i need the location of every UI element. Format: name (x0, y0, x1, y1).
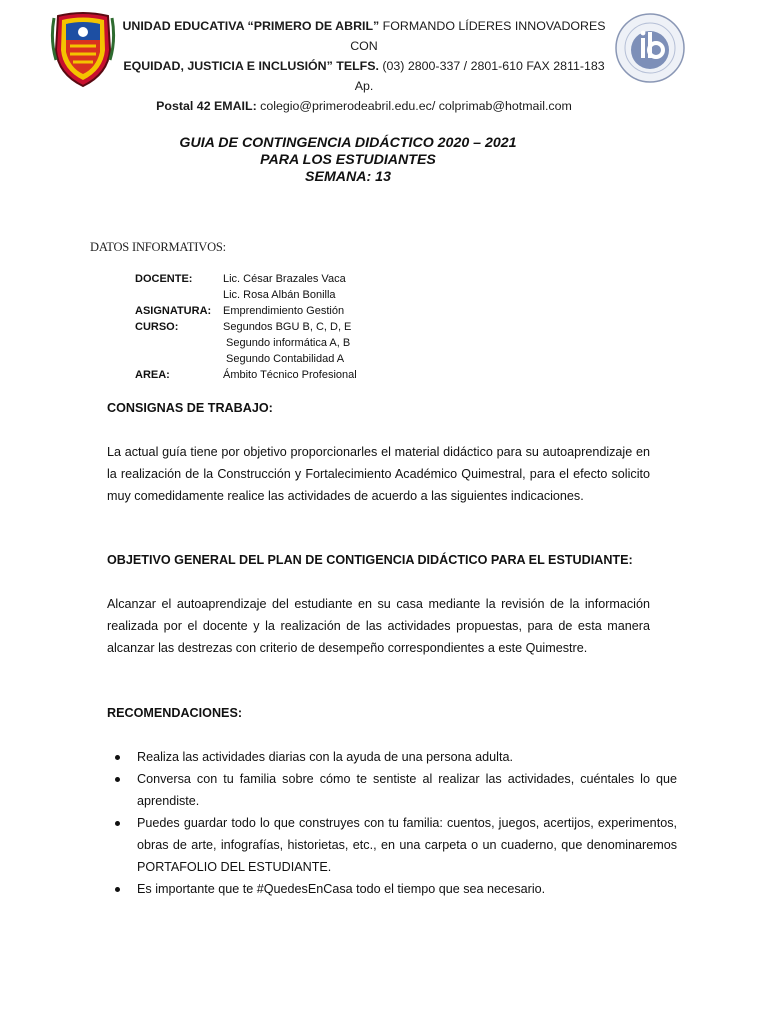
info-value: Segundo Contabilidad A (223, 353, 345, 365)
list-item (107, 746, 677, 768)
list-item-text: Es importante que te #QuedesEnCasa todo el tiempo que sea necesario. (137, 882, 546, 896)
info-row (135, 287, 357, 303)
list-item-text: Realiza las actividades diarias con la ayuda de una persona adulta. (137, 750, 513, 764)
list-item (107, 812, 677, 878)
consignas-paragraph: La actual guía tiene por objetivo proporcionarles el material didáctico para su autoaprendizaje en la realización de la Construcción y Fortalecimiento Académico Quimestral, para el efecto solicito muy comedidamente realice las actividades de acuerdo a las siguientes indicaciones. (107, 445, 650, 503)
bullet-icon (115, 887, 120, 892)
consignas-heading: CONSIGNAS DE TRABAJO: (107, 401, 273, 415)
info-key: DOCENTE: (135, 273, 193, 285)
info-value: Segundo informática A, B (223, 337, 351, 349)
info-key: CURSO: (135, 321, 179, 333)
bullet-icon (115, 777, 120, 782)
info-row (135, 303, 357, 319)
info-row (135, 271, 357, 287)
school-crest-icon (50, 10, 116, 88)
info-row (135, 319, 357, 335)
header-line-2: EQUIDAD, JUSTICIA E INCLUSIÓN” TELFS. (03) 2800-337 / 2801-610 FAX 2811-183 Ap. (123, 59, 605, 93)
title-line-3: SEMANA: 13 (305, 169, 391, 185)
info-key (135, 287, 223, 303)
list-item (107, 768, 677, 812)
ib-world-school-icon (614, 12, 686, 84)
info-value: Emprendimiento Gestión (223, 305, 345, 317)
info-value: Lic. César Brazales Vaca (223, 273, 346, 285)
document-title (120, 135, 576, 186)
title-line-2: PARA LOS ESTUDIANTES (260, 152, 436, 168)
school-header (116, 16, 612, 116)
objetivo-heading: OBJETIVO GENERAL DEL PLAN DE CONTIGENCIA DIDÁCTICO PARA EL ESTUDIANTE: (107, 553, 633, 567)
info-value: Segundos BGU B, C, D, E (223, 321, 352, 333)
info-row (135, 367, 357, 383)
header-line-1: UNIDAD EDUCATIVA “PRIMERO DE ABRIL” FORMANDO LÍDERES INNOVADORES CON (122, 19, 606, 53)
info-row (135, 335, 357, 351)
recomendaciones-heading: RECOMENDACIONES: (107, 706, 243, 720)
list-item-text: Conversa con tu familia sobre cómo te sentiste al realizar las actividades, cuéntales lo que aprendiste. (137, 772, 677, 808)
info-key (135, 351, 223, 367)
info-key (135, 335, 223, 351)
info-key: AREA: (135, 369, 170, 381)
bullet-icon (115, 821, 120, 826)
datos-informativos-label: DATOS INFORMATIVOS: (90, 240, 226, 254)
recomendaciones-list (107, 746, 677, 900)
info-key: ASIGNATURA: (135, 305, 212, 317)
list-item (107, 878, 677, 900)
header-line-3: Postal 42 EMAIL: colegio@primerodeabril.edu.ec/ colprimab@hotmail.com (156, 99, 572, 113)
objetivo-paragraph: Alcanzar el autoaprendizaje del estudiante en su casa mediante la revisión de la información realizada por el docente y la realización de las actividades propuestas, para de esta manera alcanzar las destrezas con criterio de desempeño correspondientes a este Quimestre. (107, 597, 650, 655)
info-row (135, 351, 357, 367)
info-value: Lic. Rosa Albán Bonilla (223, 289, 336, 301)
datos-informativos-table (135, 271, 357, 383)
title-line-1: GUIA DE CONTINGENCIA DIDÁCTICO 2020 – 2021 (179, 135, 517, 151)
list-item-text: Puedes guardar todo lo que construyes con tu familia: cuentos, juegos, acertijos, experimentos, obras de arte, infografías, historietas, etc., en una carpeta o un cuaderno, que denominaremos PORTAFOLIO DEL ESTUDIANTE. (137, 816, 677, 874)
bullet-icon (115, 755, 120, 760)
info-value: Ámbito Técnico Profesional (223, 369, 357, 381)
